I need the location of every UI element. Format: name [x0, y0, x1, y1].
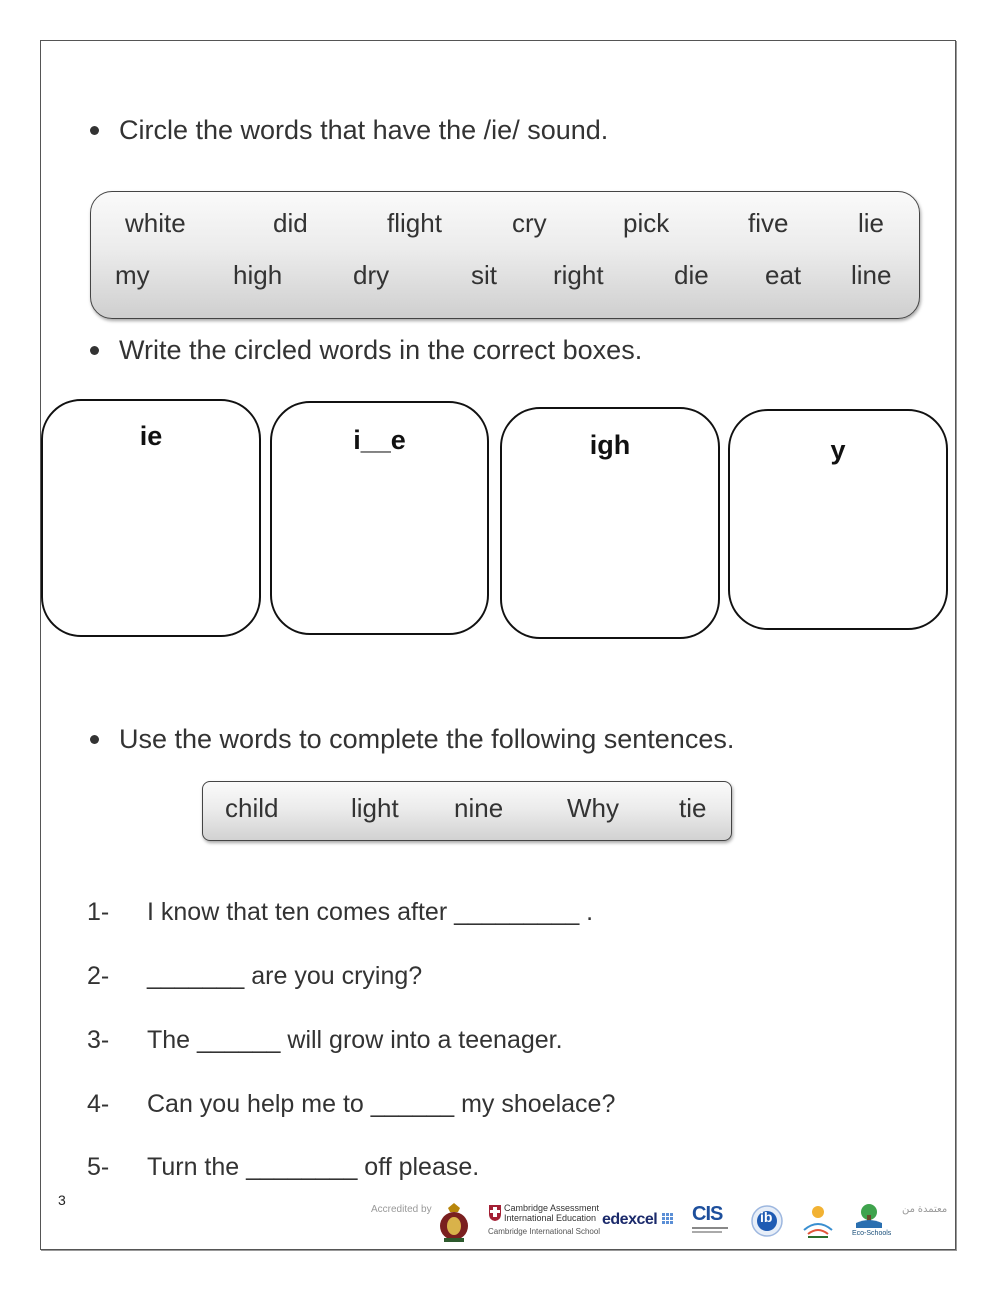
- arabic-accredited-label: معتمدة من: [902, 1204, 948, 1215]
- word-bank-word[interactable]: die: [674, 260, 709, 290]
- word-bank-word[interactable]: cry: [512, 208, 547, 238]
- instruction-use: [88, 724, 734, 755]
- sort-box-label: igh: [589, 430, 631, 460]
- word-bank-word[interactable]: child: [225, 793, 279, 823]
- word-bank-word[interactable]: white: [125, 208, 186, 238]
- word-bank-sentences: [202, 781, 732, 841]
- sentence-text[interactable]: Can you help me to ______ my shoelace?: [147, 1090, 616, 1118]
- sentence-number: 3-: [87, 1026, 110, 1054]
- cambridge-sub-text: Cambridge International School: [488, 1227, 601, 1236]
- edexcel-logo-text: edexcel: [602, 1211, 658, 1228]
- cambridge-shield-icon: [488, 1204, 502, 1222]
- instruction-circle-text: Circle the words that have the /ie/ sound.: [119, 115, 609, 145]
- sentence-text[interactable]: The ______ will grow into a teenager.: [147, 1026, 563, 1054]
- word-bank-word[interactable]: light: [351, 793, 399, 823]
- page-number: 3: [58, 1192, 66, 1208]
- sort-box-igh[interactable]: [500, 407, 720, 639]
- edexcel-grid-icon: [662, 1213, 674, 1225]
- word-bank-word[interactable]: nine: [454, 793, 504, 823]
- bullet-icon: [90, 126, 99, 135]
- sentence-text[interactable]: Turn the ________ off please.: [147, 1153, 480, 1181]
- word-bank-word[interactable]: sit: [471, 260, 497, 290]
- jordan-crest-icon: [436, 1200, 472, 1244]
- word-bank-word[interactable]: five: [748, 208, 789, 238]
- word-bank-word[interactable]: line: [851, 260, 892, 290]
- bullet-icon: [90, 346, 99, 355]
- instruction-write-text: Write the circled words in the correct boxes.: [119, 335, 643, 365]
- sort-box-label: ie: [139, 421, 163, 451]
- word-bank-word[interactable]: right: [553, 260, 604, 290]
- instruction-circle: [88, 115, 608, 146]
- sort-box-ie[interactable]: [41, 399, 261, 637]
- ib-logo-text: ib: [760, 1209, 773, 1225]
- instruction-write: [88, 335, 642, 366]
- cis-logo-text: CIS: [692, 1203, 723, 1225]
- word-bank-word[interactable]: flight: [387, 208, 442, 238]
- word-bank-word[interactable]: did: [273, 208, 308, 238]
- sentence-number: 5-: [87, 1153, 110, 1181]
- word-bank-word[interactable]: dry: [353, 260, 390, 290]
- bullet-icon: [90, 735, 99, 744]
- sentence-number: 4-: [87, 1090, 110, 1118]
- word-bank-ie: [90, 191, 920, 319]
- sentence-text[interactable]: I know that ten comes after _________ .: [147, 898, 594, 926]
- word-bank-word[interactable]: Why: [567, 793, 619, 823]
- word-bank-word[interactable]: eat: [765, 260, 802, 290]
- school-sun-logo-icon: [800, 1202, 836, 1240]
- word-bank-word[interactable]: tie: [679, 793, 707, 823]
- eco-schools-text: Eco-Schools: [852, 1230, 892, 1237]
- sort-box-y[interactable]: [728, 409, 948, 630]
- word-bank-word[interactable]: high: [233, 260, 283, 290]
- eco-schools-logo-icon: [854, 1203, 884, 1229]
- sort-box-i-e[interactable]: [270, 401, 489, 635]
- cambridge-line1: Cambridge Assessment: [504, 1203, 600, 1213]
- word-bank-word[interactable]: lie: [858, 208, 885, 238]
- sort-box-label: y: [830, 435, 846, 465]
- word-bank-word[interactable]: my: [115, 260, 150, 290]
- sort-box-label: i__e: [353, 425, 406, 455]
- sentence-number: 1-: [87, 898, 110, 926]
- word-bank-word[interactable]: pick: [623, 208, 670, 238]
- sentence-number: 2-: [87, 962, 110, 990]
- sentence-text[interactable]: _______ are you crying?: [147, 962, 423, 990]
- cis-caption-icon: [692, 1226, 732, 1236]
- cambridge-line2: International Education: [504, 1213, 597, 1223]
- cambridge-logo-text: [504, 1203, 599, 1223]
- accredited-by-label: Accredited by: [371, 1204, 432, 1215]
- instruction-use-text: Use the words to complete the following sentences.: [119, 724, 735, 754]
